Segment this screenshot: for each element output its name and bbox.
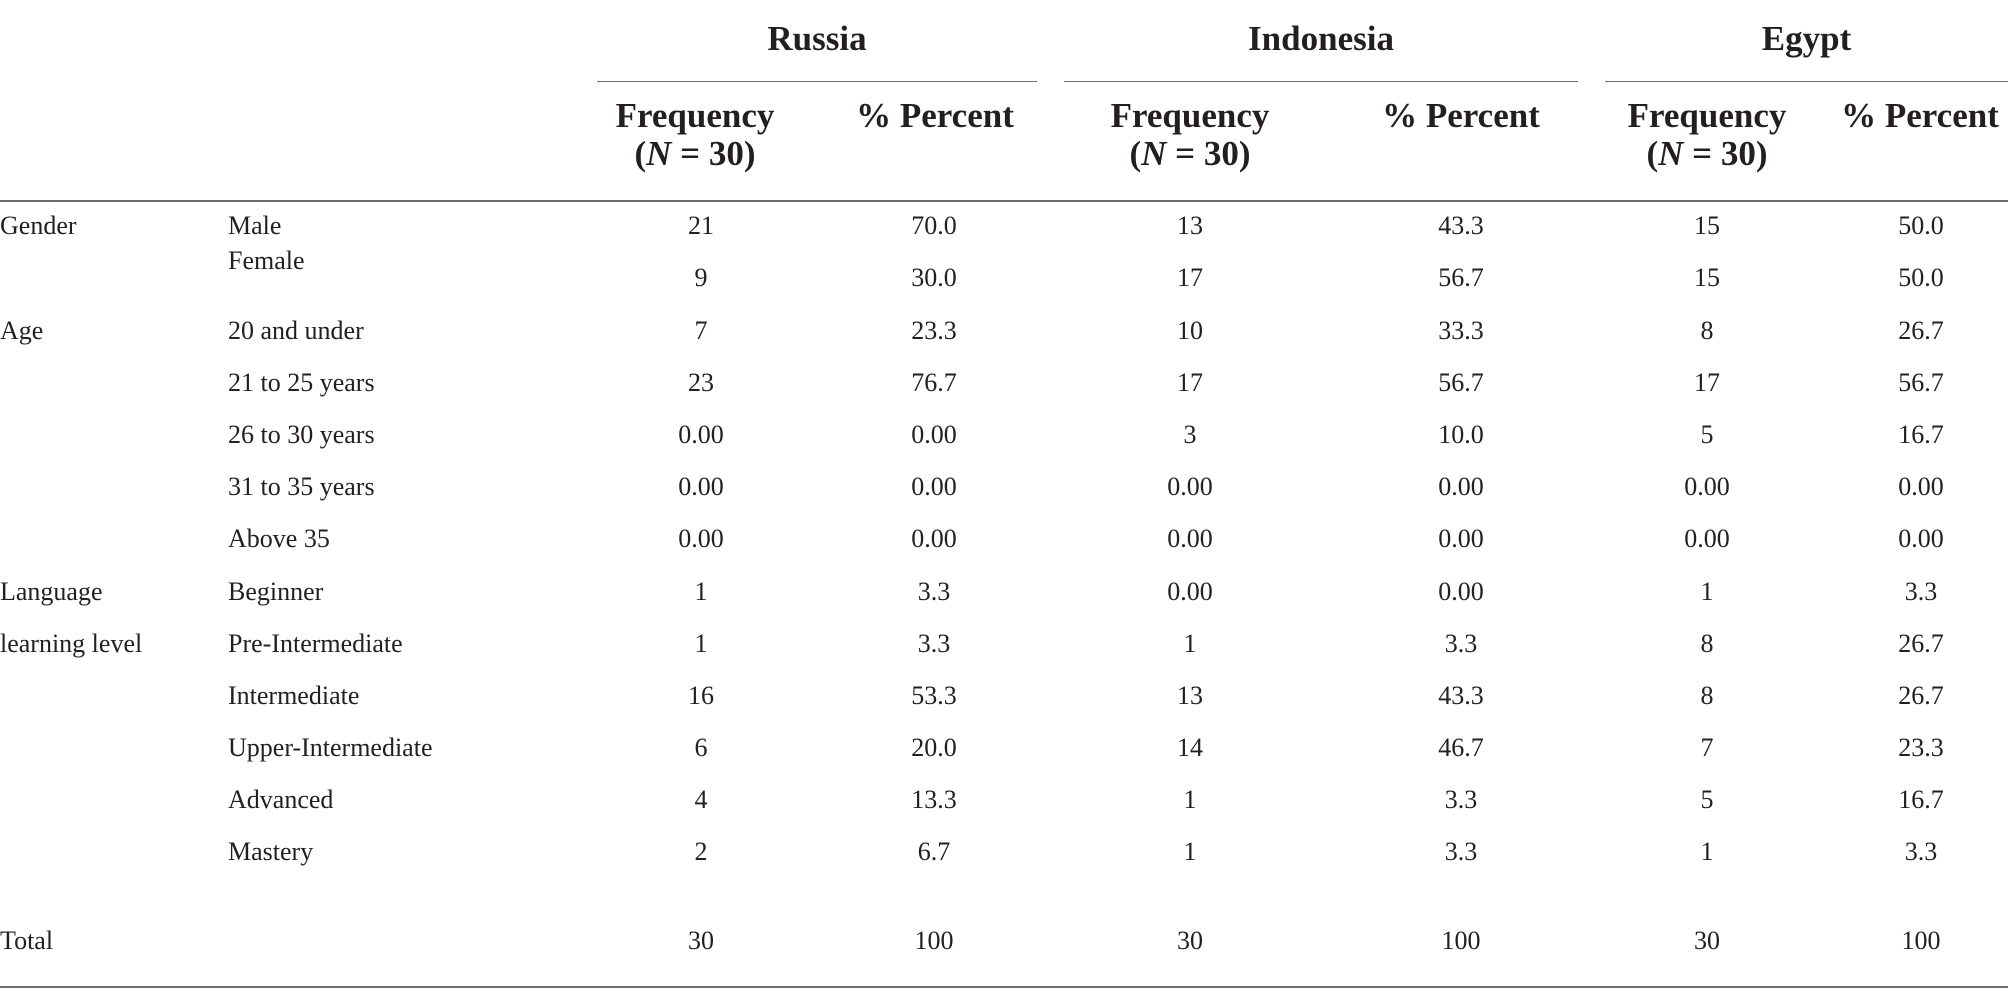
frequency-cell: 16 [688,681,714,710]
category-label: Male [228,211,282,240]
percent-cell: 3.3 [917,629,951,658]
frequency-label: Frequency [1627,96,1787,135]
frequency-cell: 5 [1700,420,1714,449]
header-egypt: Egypt [1761,19,1852,58]
percent-cell: 0.00 [911,472,957,501]
category-label: Advanced [228,785,334,814]
frequency-cell: 17 [1177,263,1203,292]
percent-cell: 3.3 [1904,837,1938,866]
percent-cell: 26.7 [1898,629,1944,658]
frequency-cell: 13 [1177,211,1203,240]
frequency-cell: 0.00 [678,472,724,501]
frequency-cell: 0.00 [1684,472,1730,501]
percent-cell: 0.00 [911,420,957,449]
frequency-cell: 8 [1700,681,1714,710]
frequency-cell: 7 [1700,733,1714,762]
percent-cell: 0.00 [1438,524,1484,553]
percent-cell: 46.7 [1438,733,1484,762]
group-label-gender: Gender [0,211,77,240]
frequency-cell: 7 [694,316,708,345]
percent-cell: 0.00 [1438,472,1484,501]
group-label-language: Language [0,577,103,606]
frequency-cell: 9 [694,263,708,292]
egypt-percent-header: % Percent [1841,96,1999,135]
percent-cell: 16.7 [1898,785,1944,814]
percent-cell: 56.7 [1438,263,1484,292]
percent-cell: 20.0 [911,733,957,762]
total-percent-cell: 100 [1441,926,1481,955]
percent-cell: 3.3 [1444,785,1478,814]
frequency-cell: 15 [1694,263,1720,292]
category-label: Mastery [228,837,314,866]
percent-cell: 6.7 [917,837,951,866]
header-bottom-rule [0,200,2008,202]
frequency-cell: 15 [1694,211,1720,240]
frequency-cell: 1 [1700,577,1714,606]
frequency-cell: 0.00 [1167,577,1213,606]
category-label: Beginner [228,577,324,606]
total-percent-cell: 100 [914,926,954,955]
total-label: Total [0,926,54,955]
frequency-cell: 17 [1177,368,1203,397]
percent-cell: 3.3 [1444,629,1478,658]
percent-cell: 0.00 [1898,472,1944,501]
percent-cell: 50.0 [1898,263,1944,292]
frequency-cell: 1 [694,577,708,606]
frequency-cell: 1 [1183,837,1197,866]
frequency-cell: 17 [1694,368,1720,397]
total-percent-cell: 100 [1901,926,1941,955]
category-label: Above 35 [228,524,330,553]
category-label: 20 and under [228,316,364,345]
egypt-frequency-header [1607,97,1807,173]
frequency-n-label: (N = 30) [1129,134,1251,173]
frequency-cell: 5 [1700,785,1714,814]
frequency-cell: 8 [1700,316,1714,345]
total-frequency-cell: 30 [688,926,714,955]
frequency-cell: 2 [694,837,708,866]
header-indonesia: Indonesia [1248,19,1394,58]
frequency-label: Frequency [615,96,775,135]
egypt-underline [1605,81,2008,82]
percent-cell: 0.00 [911,524,957,553]
group-label-language-line2: learning level [0,629,143,658]
percent-cell: 56.7 [1438,368,1484,397]
percent-cell: 26.7 [1898,316,1944,345]
frequency-cell: 23 [688,368,714,397]
frequency-cell: 14 [1177,733,1203,762]
percent-cell: 0.00 [1898,524,1944,553]
percent-cell: 26.7 [1898,681,1944,710]
percent-cell: 23.3 [1898,733,1944,762]
frequency-cell: 0.00 [678,524,724,553]
percent-cell: 23.3 [911,316,957,345]
percent-cell: 13.3 [911,785,957,814]
percent-cell: 0.00 [1438,577,1484,606]
category-label: Female [228,246,305,275]
category-label: Intermediate [228,681,360,710]
category-label: 31 to 35 years [228,472,375,501]
percent-cell: 3.3 [1444,837,1478,866]
frequency-cell: 1 [1183,629,1197,658]
indonesia-percent-header: % Percent [1382,96,1540,135]
percent-cell: 50.0 [1898,211,1944,240]
group-label-age: Age [0,316,44,345]
russia-percent-header: % Percent [856,96,1014,135]
frequency-cell: 1 [694,629,708,658]
percent-cell: 33.3 [1438,316,1484,345]
percent-cell: 10.0 [1438,420,1484,449]
percent-cell: 70.0 [911,211,957,240]
frequency-n-label: (N = 30) [634,134,756,173]
percent-cell: 30.0 [911,263,957,292]
percent-cell: 53.3 [911,681,957,710]
russia-frequency-header [595,97,795,173]
frequency-cell: 0.00 [1167,524,1213,553]
frequency-cell: 8 [1700,629,1714,658]
frequency-n-label: (N = 30) [1646,134,1768,173]
total-frequency-cell: 30 [1694,926,1720,955]
frequency-cell: 0.00 [1684,524,1730,553]
category-label: 21 to 25 years [228,368,375,397]
frequency-cell: 0.00 [678,420,724,449]
frequency-cell: 6 [694,733,708,762]
category-label: 26 to 30 years [228,420,375,449]
frequency-cell: 4 [694,785,708,814]
table-bottom-rule [0,986,2008,988]
frequency-cell: 21 [688,211,714,240]
percent-cell: 76.7 [911,368,957,397]
category-label: Pre-Intermediate [228,629,403,658]
indonesia-frequency-header [1090,97,1290,173]
percent-cell: 16.7 [1898,420,1944,449]
russia-underline [597,81,1037,82]
header-russia: Russia [767,19,867,58]
percent-cell: 43.3 [1438,681,1484,710]
frequency-cell: 0.00 [1167,472,1213,501]
percent-cell: 3.3 [1904,577,1938,606]
frequency-cell: 1 [1700,837,1714,866]
frequency-cell: 10 [1177,316,1203,345]
frequency-label: Frequency [1110,96,1270,135]
frequency-cell: 3 [1183,420,1197,449]
total-frequency-cell: 30 [1177,926,1203,955]
frequency-cell: 1 [1183,785,1197,814]
indonesia-underline [1064,81,1578,82]
frequency-cell: 13 [1177,681,1203,710]
category-label: Upper-Intermediate [228,733,433,762]
percent-cell: 56.7 [1898,368,1944,397]
percent-cell: 3.3 [917,577,951,606]
percent-cell: 43.3 [1438,211,1484,240]
